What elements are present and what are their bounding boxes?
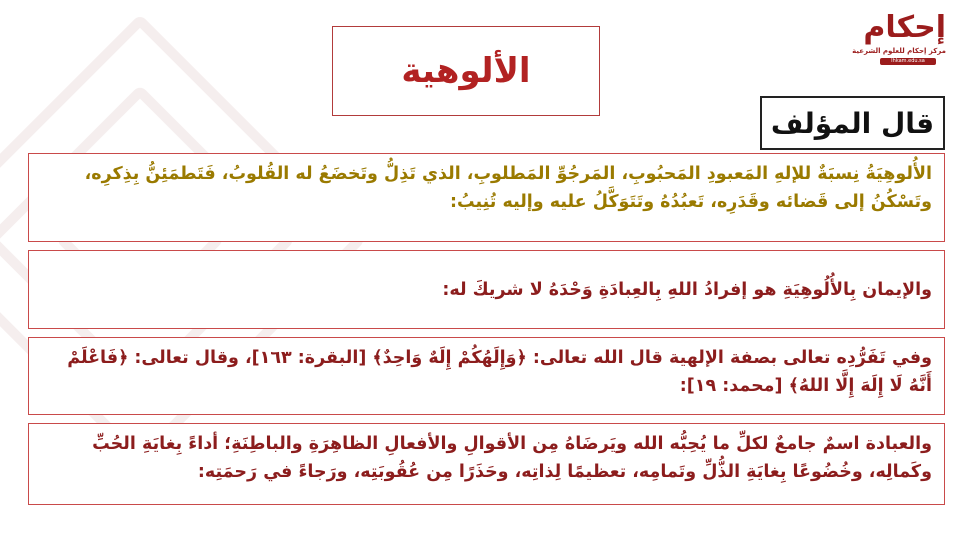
logo-url: Ihkam.edu.sa: [880, 58, 936, 65]
paragraph-text: وفي تَفَرُّدِه تعالى بصفة الإلهية قال الله تعالى: ﴿وَإِلَهُكُمْ إِلَهٌ وَاحِدٌ﴾ [البقرة: ١٦٣]، وقال تعالى: ﴿فَاعْلَمْ أَنَّهُ لَا إِلَهَ إِلَّا اللهُ﴾ [محمد: ١٩]:: [67, 348, 932, 396]
paragraph-definition: [28, 153, 945, 242]
author-label-box: [760, 96, 945, 150]
paragraph-worship: [28, 423, 945, 505]
paragraph-evidence: [28, 337, 945, 415]
paragraph-iman: [28, 250, 945, 329]
paragraph-text: الأُلوهِيَةُ نِسبَةٌ للإلهِ المَعبودِ المَحبُوبِ، المَرجُوِّ المَطلوبِ، الذي تَذِلُّ وتَخضَعُ له القُلوبُ، فَتَطمَئِنُّ بِذِكرِه، وتَسْكُنُ إلى قَضائه وقَدَرِه، تَعبُدُهُ وتَتَوَكَّلُ عليه وإليه تُنِيبُ:: [84, 164, 932, 212]
slide-title: الألوهية: [401, 51, 531, 91]
paragraph-text: والعبادة اسمٌ جامعٌ لكلِّ ما يُحِبُّه الله ويَرضَاهُ مِن الأقوالِ والأفعالِ الظاهِرَةِ والباطِنَةِ؛ أداءً بِغايَةِ الحُبِّ وكَمالِه، وخُضُوعًا بِغايَةِ الذُّلِّ وتَمامِه، تعظيمًا لِذاتِه، وحَذَرًا مِن عُقُوبَتِه، ورَجاءً في رَحمَتِه:: [92, 434, 932, 482]
author-label: قال المؤلف: [770, 106, 935, 140]
logo-subtitle: مركز إحكام للعلوم الشرعية: [852, 47, 946, 55]
paragraph-text: والإيمان بِالأُلُوهِيَةِ هو إفرادُ اللهِ بِالعِبادَةِ وَحْدَهُ لا شريكَ له:: [442, 279, 932, 300]
logo-mark: إحكام: [863, 10, 946, 45]
ihkam-logo: [852, 10, 946, 74]
title-box: [332, 26, 600, 116]
